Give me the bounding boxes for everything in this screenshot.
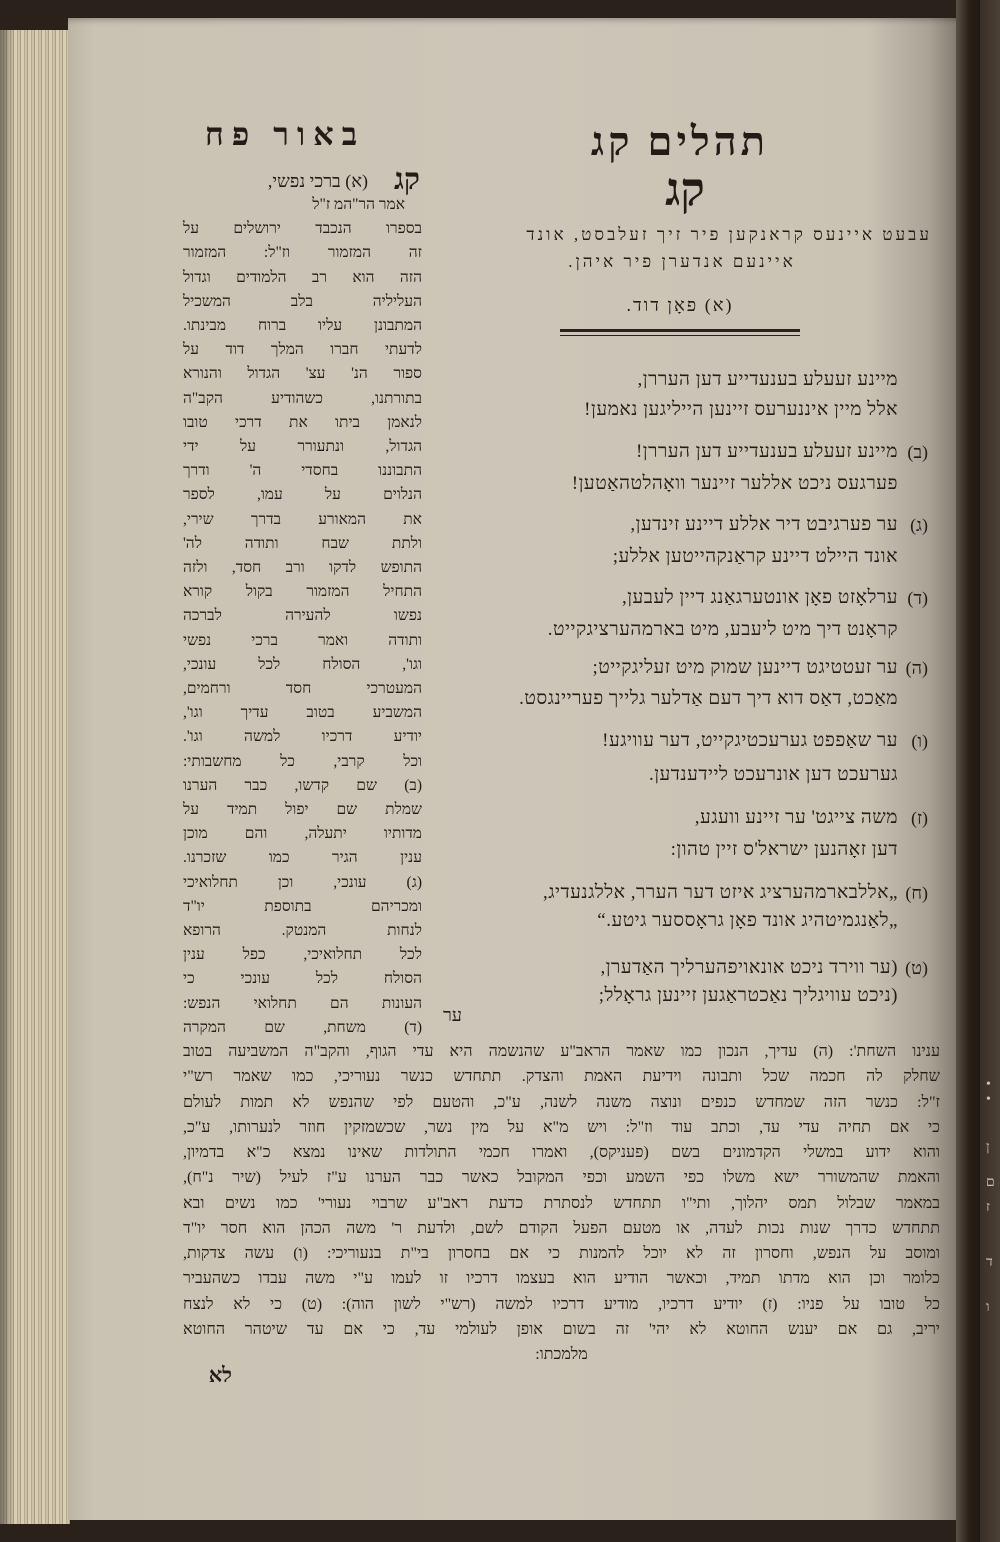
verse-line: מאַכט, דאַס דוא דיך דעם אַדלער גלייך פעריינגסט. <box>519 688 898 709</box>
verse-number: (ד) <box>907 588 928 608</box>
commentary-line: מדותיו יתעלה, והם מוכן <box>183 825 422 842</box>
verse-number: (ג) <box>910 515 928 535</box>
footnote-line: כי אם תחיה עדי עד, וכתב עוד וז"ל: ויש מ"א על מין נשר, שכשמזקין חוזר לנערותו, ע"כ, <box>183 1119 940 1136</box>
verse-line: ער שאַפפט גערעכטיגקייט, דער עוויגע! <box>602 730 898 751</box>
commentary-line: אמר הר"המ ז"ל <box>312 196 405 213</box>
verse-line: קראָנט דיך מיט ליעבע, מיט בארמהערציגקייט. <box>547 619 898 640</box>
footnote-line: במאמר שבלול תמס יהלוך, ותי"ו תתחדש לנסתרת כדעת ראב"ע שרבוי נעורי' כמו נשים ובא <box>183 1195 940 1212</box>
commentary-line: (ג) עונכי, וכן תחלואיכי <box>183 874 422 891</box>
footnote-line: ז"ל: כנשר הזה שמחדש כנפים ונוצה משנה לשנה, ע"כ, והטעם לפי שהנפש לא תמות לעולם <box>183 1094 940 1111</box>
commentary-line: וגו', הסולח לכל עונכי, <box>183 656 422 673</box>
commentary-line: זה המזמור וז"ל: המזמור <box>183 244 422 261</box>
verse-line: אלל מיין איננערעס זיינען הייליגען נאמען! <box>584 399 898 420</box>
commentary-line: ענין הגיר כמו שזכרנו. <box>183 849 422 866</box>
commentary-chapter-mark: קג <box>394 163 420 196</box>
commentary-line: הגדול, ונתעורר על ידי <box>183 438 422 455</box>
chapter-mark: קג <box>665 164 705 215</box>
superscription-line: איינעם אנדערן פיר איהן. <box>568 252 796 271</box>
superscription-line: עבעט איינעס קראנקען פיר זיך זעלבסט, אונד <box>526 225 932 244</box>
commentary-line: הנלוים על עמו, לספר <box>183 486 422 503</box>
verse-line: דען זאָהנען ישראל'ס זיין טהון: <box>670 839 898 860</box>
catchword: ער <box>442 1005 462 1025</box>
footnote-line: תתחדש כדרך שנות נכות לעדה, או מטעם הפעל הקודם לשם, ולדעת ר' משה הכהן הוא חסר יו"ד <box>183 1220 940 1237</box>
footnote-line: ענינו השחת': (ה) עדיך, הנכון כמו שאמר הראב"ע שהנשמה היא עדי הגוף, והקב"ה המשביעה בטוב <box>183 1043 940 1060</box>
footnote-line: יריב, גם אם יענש החוטא לא יהי' זה בשום אופן לעולמי עד, כי אם עד שיטהר החוטא <box>183 1321 940 1338</box>
verse-number: (ה) <box>905 658 928 678</box>
running-header-left: באור פח <box>204 116 366 152</box>
verse-line: משה צייגט' ער זיינע וועגע, <box>694 807 898 828</box>
verse-line: מיינע זעעלע בענעדייע דען העררן, <box>637 369 898 390</box>
verse-number: (ח) <box>905 883 928 903</box>
verse-number: (ב) <box>907 442 928 462</box>
binding-gutter <box>956 0 980 1542</box>
verse-line: (ניכט עוויגליך נאַכטראַגען זיינען גראָלל; <box>598 985 898 1006</box>
commentary-line: בספרו הנכבד ירושלים על <box>183 220 422 237</box>
verse-line: אונד היילט דיינע קראַנקהייטען אללע; <box>612 546 898 567</box>
footnote-line: ומוסב על הנפש, וחסרון זה לא יוכל להמנות כי אם בחסרון בי"ת בנעוריכי: (ו) עשה צדקות, <box>183 1245 940 1262</box>
footnote-line: מלמכתו: <box>535 1346 588 1363</box>
verse-line: (ער ווירד ניכט אונאויפהערליך האַדערן, <box>600 957 898 978</box>
next-page-fragment: ן <box>986 1140 990 1155</box>
verse-number: (ט) <box>905 958 928 978</box>
verse-line: פערגעס ניכט אללער זיינער וואָהלטהאַטען! <box>571 473 898 494</box>
commentary-line: יודיע דרכיו למשה וגו'. <box>183 728 422 745</box>
commentary-line: התחיל המזמור בקול קורא <box>183 583 422 600</box>
next-page-fragment: ם <box>986 1175 995 1190</box>
opening-line: (א) פאָן דוד. <box>626 295 734 315</box>
commentary-line: לדעתי חברו המלך דוד על <box>183 341 422 358</box>
footnote-line: כל טובו על פניו: (ז) יודיע דרכיו, מודיע דרכיו למשה (רש"י לשון הוה): (ט) כי לא לנצח <box>183 1296 940 1313</box>
commentary-line: המתבונן עליו ברוח מבינתו. <box>183 317 422 334</box>
commentary-line: העונות הם תחלואי הנפש: <box>183 995 422 1012</box>
commentary-line: (ב) שם קדשו, כבר הערנו <box>183 777 422 794</box>
commentary-line: העליליה בלב המשכיל <box>183 293 422 310</box>
commentary-line: לנאמן ביתו את דרכי טובו <box>183 414 422 431</box>
footnote-line: והוא ידוע במשלי הקדמונים בשם (פעניקס), ואמרו חכמי התולדות שאינו נמצא כ"א בדמיון, <box>183 1144 940 1161</box>
commentary-line: התופש לדקו ורב חסד, ולזה <box>183 559 422 576</box>
footnote-line: כלומר וכן הוא מדתו תמיד, וכאשר הודיע הוא בעצמו דרכיו זו לעמו ע"י משה עבדו כשהעביר <box>183 1270 940 1287</box>
commentary-line: (ד) משחת, שם המקרה <box>183 1019 422 1036</box>
verse-line: גערעכט דען אונרעכט ליידענדען. <box>648 764 898 785</box>
commentary-line: ומכריהם בתוספת יו"ד <box>183 898 422 915</box>
commentary-line: לכל תחלואיכי, כפל ענין <box>183 946 422 963</box>
verse-line: „לאַנגמיטהיג אונד פאָן גראָססער גיטע.“ <box>597 910 898 931</box>
double-rule-divider <box>560 329 800 336</box>
next-page-fragment: ז <box>986 1200 990 1215</box>
commentary-line: המשביע בטוב עדיך וגו', <box>183 704 422 721</box>
page-stack-edges <box>0 30 70 1524</box>
verse-line: ער פערגיבט דיר אללע דיינע זינדען, <box>630 514 898 535</box>
verse-line: ער זעטטיגט דיינען שמוק מיט זעליגקייט; <box>592 657 898 678</box>
verse-number: (ז) <box>910 808 928 828</box>
commentary-line: הזה הוא רב הלמודים וגדול <box>183 269 422 286</box>
footnote-line: שחלק לה חכמה שכל ותבונה וידיעת האמת והצדק. תתחדש כנשר נעוריכי, כמו שאמר רש"י <box>183 1068 940 1085</box>
next-page-fragment: • <box>986 1077 991 1092</box>
verse-line: „אללבארמהערציג איזט דער הערר, אללגנעדיג, <box>543 882 898 903</box>
commentary-line: את המאורע בדרך שירי, <box>183 511 422 528</box>
next-page-sliver <box>980 0 1000 1542</box>
running-header-right: תהלים קג <box>590 119 770 164</box>
commentary-line: ולתת שבח ותודה לה' <box>183 535 422 552</box>
next-page-fragment: • <box>986 1092 991 1107</box>
commentary-line: ותודה ואמר ברכי נפשי <box>183 632 422 649</box>
footnote-line: והאמת שהמשורר ישא משלו כפי השמע וכפי המקובל כאשר כבר הערנו ע"ז לעיל (שיר נ"ח), <box>183 1169 940 1186</box>
verse-line: ערלאָזט פאָן אונטערגאַנג דיין לעבען, <box>621 587 898 608</box>
commentary-line: וכל קרבי, כל מחשבותי: <box>183 753 422 770</box>
next-page-fragment: ד <box>986 1255 993 1270</box>
commentary-lead: (א) ברכי נפשי, <box>267 171 368 191</box>
commentary-line: התבוננו בחסדי ה' ודרך <box>183 462 422 479</box>
commentary-line: נפשו להעירה לברכה <box>183 607 422 624</box>
commentary-line: שמלת שם יפול תמיד על <box>183 801 422 818</box>
commentary-line: בתורתנו, כשהודיע הקב"ה <box>183 390 422 407</box>
verse-line: מיינע זעעלע בענעדייע דען העררן! <box>635 441 898 462</box>
commentary-line: לנחות המנטק. הרופא <box>183 922 422 939</box>
signature-mark: לא <box>208 1363 232 1387</box>
commentary-line: המעטרכי חסד ורחמים, <box>183 680 422 697</box>
commentary-line: ספור הנ' עצ' הגדול והנורא <box>183 365 422 382</box>
commentary-line: הסולח לכל עונכי כי <box>183 970 422 987</box>
verse-number: (ו) <box>911 731 928 751</box>
next-page-fragment: ו <box>986 1300 990 1315</box>
